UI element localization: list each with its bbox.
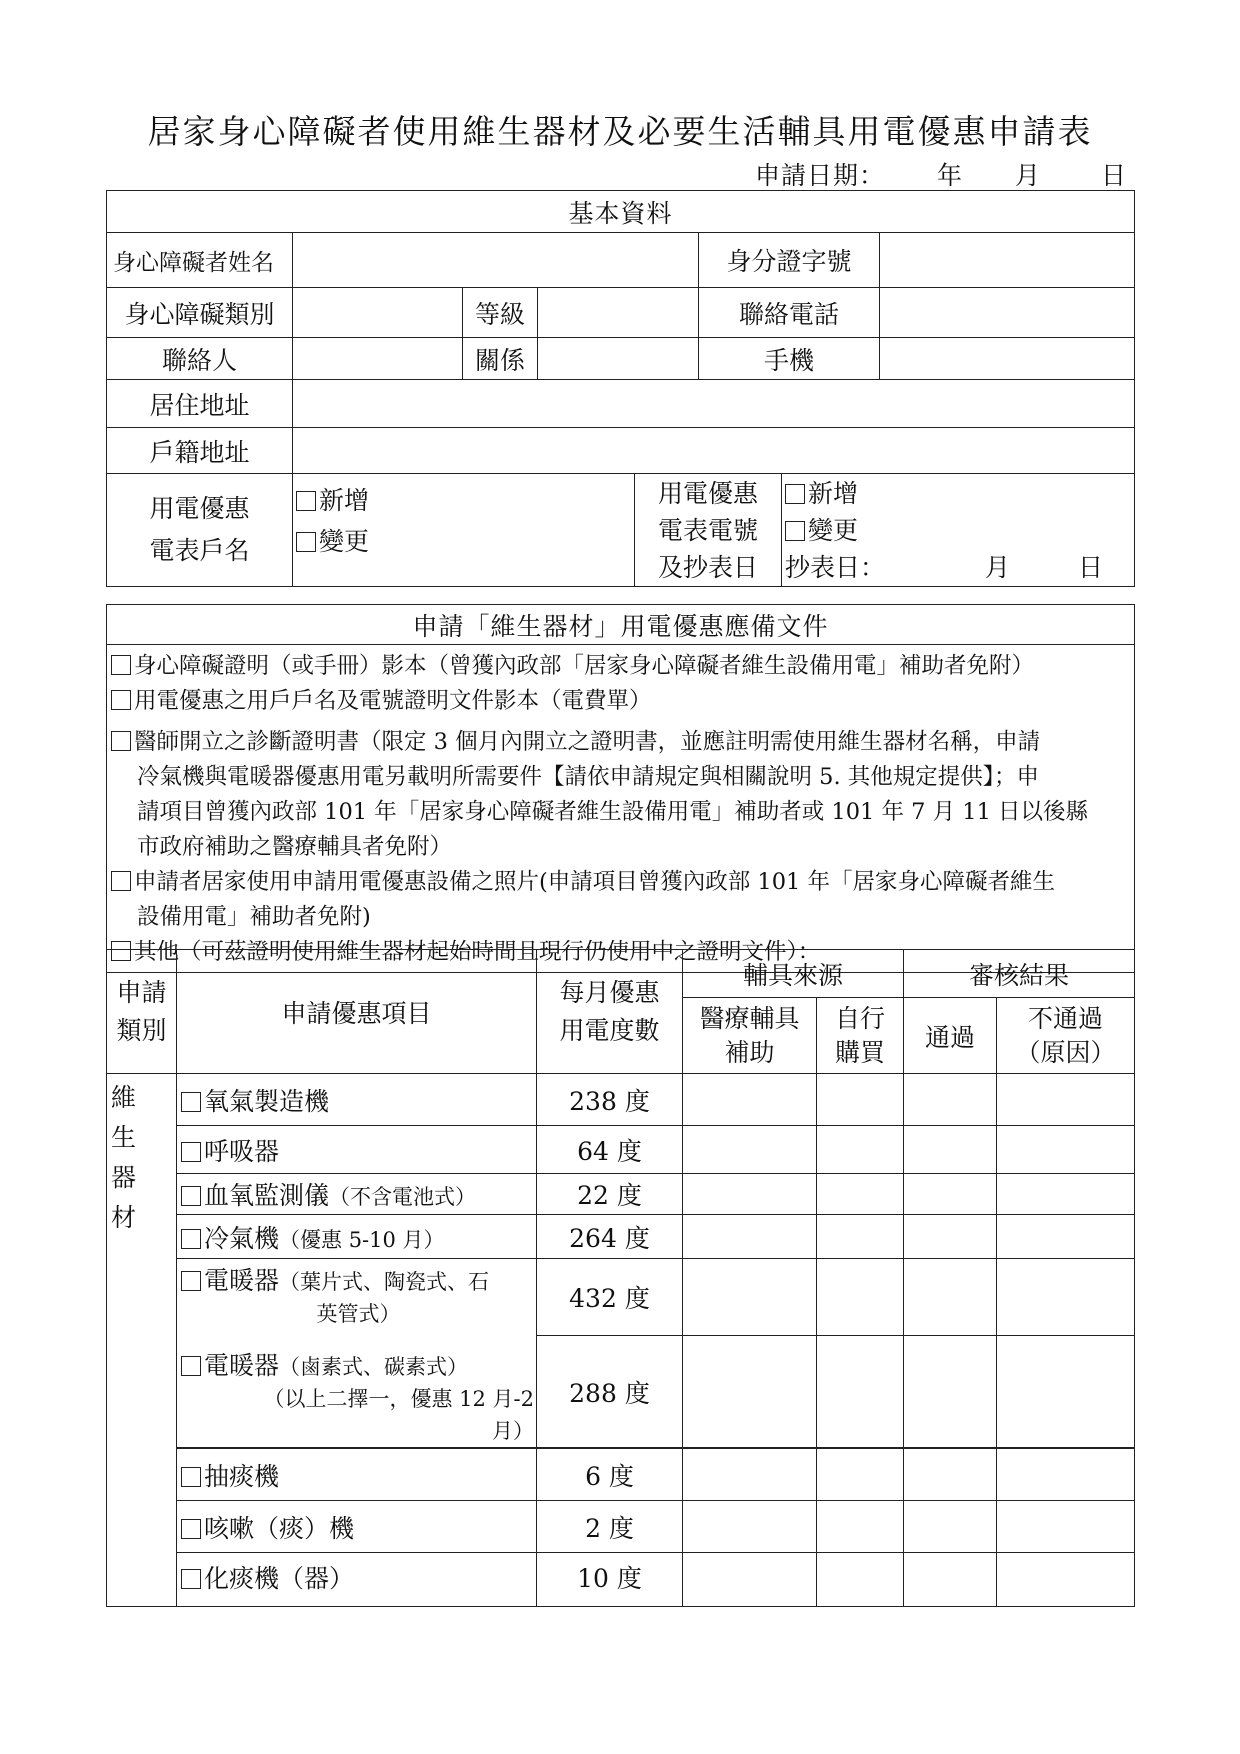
source-self-cell[interactable] bbox=[817, 1449, 904, 1501]
account-name-label-line2: 電表戶名 bbox=[149, 536, 250, 565]
source-self-cell[interactable] bbox=[817, 1501, 904, 1553]
account-change-label: 變更 bbox=[319, 527, 370, 556]
date-year-label: 年 bbox=[936, 161, 963, 190]
item-name: 血氧監測儀 bbox=[204, 1181, 330, 1210]
col-review-header: 審核結果 bbox=[904, 950, 1135, 998]
fail-cell[interactable] bbox=[997, 1501, 1135, 1553]
col-category-header bbox=[107, 950, 177, 1074]
col-kwh-header bbox=[537, 950, 683, 1074]
item-note: （以上二擇一，優惠 12 月-2 bbox=[263, 1387, 534, 1411]
item-cell bbox=[177, 1126, 537, 1174]
item-checkbox[interactable] bbox=[181, 1092, 201, 1112]
source-self-cell[interactable] bbox=[817, 1074, 904, 1126]
doc-5-text: 其他（可茲證明使用維生器材起始時間且現行仍使用中之證明文件）： bbox=[134, 939, 821, 965]
meter-change-label: 變更 bbox=[808, 515, 859, 545]
reading-month-label: 月 bbox=[985, 552, 1011, 582]
kwh-cell: 432 度 bbox=[537, 1259, 683, 1336]
col-pass: 通過 bbox=[904, 998, 997, 1074]
doc-item bbox=[107, 865, 1134, 935]
item-cell bbox=[177, 1259, 537, 1448]
meter-options bbox=[782, 474, 1135, 587]
account-new-checkbox[interactable] bbox=[296, 491, 316, 511]
fail-cell[interactable] bbox=[997, 1126, 1135, 1174]
item-checkbox[interactable] bbox=[181, 1519, 201, 1539]
col-kwh-line1: 每月優惠 bbox=[559, 977, 660, 1007]
item-cell bbox=[177, 1449, 537, 1501]
table-row bbox=[107, 1501, 1135, 1553]
category-cell bbox=[107, 1074, 177, 1607]
source-medical-cell[interactable] bbox=[683, 1074, 817, 1126]
table-row bbox=[107, 1126, 1135, 1174]
pass-cell[interactable] bbox=[904, 1449, 997, 1501]
item-checkbox[interactable] bbox=[181, 1569, 201, 1589]
meter-label-line3: 及抄表日 bbox=[657, 552, 758, 582]
contact-label: 聯絡人 bbox=[107, 338, 293, 380]
col-source-self-line1: 自行 bbox=[835, 1003, 886, 1033]
category-label: 身心障礙類別 bbox=[107, 288, 293, 338]
item-note: （葉片式、陶瓷式、石 bbox=[279, 1270, 490, 1294]
level-field[interactable] bbox=[538, 288, 699, 338]
pass-cell[interactable] bbox=[904, 1174, 997, 1215]
kwh-cell: 64 度 bbox=[537, 1126, 683, 1174]
mobile-label: 手機 bbox=[699, 338, 880, 380]
table-row bbox=[107, 1449, 1135, 1501]
account-name-label bbox=[107, 474, 293, 587]
col-fail bbox=[997, 998, 1135, 1074]
item-note: （鹵素式、碳素式） bbox=[279, 1355, 469, 1379]
application-date bbox=[755, 156, 1127, 192]
doc-3-line3: 請項目曾獲內政部 101 年「居家身心障礙者維生設備用電」補助者或 101 年 7 月 11 日以後縣 bbox=[137, 799, 1089, 825]
registered-field[interactable] bbox=[293, 428, 1135, 474]
doc-3-text: 醫師開立之診斷證明書（限定 3 個月內開立之證明書，並應註明需使用維生器材名稱，申請 bbox=[134, 729, 1041, 755]
pass-cell[interactable] bbox=[904, 1215, 997, 1259]
required-docs-table bbox=[106, 604, 1135, 973]
source-medical-cell[interactable] bbox=[683, 1336, 817, 1448]
contact-field[interactable] bbox=[293, 338, 463, 380]
source-medical-cell[interactable] bbox=[683, 1174, 817, 1215]
category-char: 維 bbox=[111, 1083, 137, 1112]
kwh-cell: 238 度 bbox=[537, 1074, 683, 1126]
source-medical-cell[interactable] bbox=[683, 1259, 817, 1336]
kwh-cell: 288 度 bbox=[537, 1336, 683, 1448]
doc-1-checkbox[interactable] bbox=[111, 655, 131, 675]
item-note: （優惠 5-10 月） bbox=[279, 1227, 445, 1252]
phone-label: 聯絡電話 bbox=[699, 288, 880, 338]
col-source-medical-line2: 補助 bbox=[724, 1037, 775, 1067]
id-label: 身分證字號 bbox=[699, 233, 880, 288]
item-note: （不含電池式） bbox=[329, 1185, 477, 1209]
kwh-cell: 2 度 bbox=[537, 1501, 683, 1553]
category-char: 材 bbox=[111, 1203, 137, 1232]
fail-cell[interactable] bbox=[997, 1174, 1135, 1215]
table-row bbox=[107, 1174, 1135, 1215]
pass-cell[interactable] bbox=[904, 1126, 997, 1174]
kwh-cell: 10 度 bbox=[537, 1553, 683, 1607]
col-source-medical bbox=[683, 998, 817, 1074]
source-self-cell[interactable] bbox=[817, 1553, 904, 1607]
source-medical-cell[interactable] bbox=[683, 1553, 817, 1607]
doc-2-checkbox[interactable] bbox=[111, 690, 131, 710]
fail-cell[interactable] bbox=[997, 1449, 1135, 1501]
doc-3-line4: 市政府補助之醫療輔具者免附） bbox=[137, 834, 453, 860]
item-name: 氧氣製造機 bbox=[204, 1086, 330, 1116]
form-title: 居家身心障礙者使用維生器材及必要生活輔具用電優惠申請表 bbox=[147, 112, 1093, 151]
item-checkbox[interactable] bbox=[181, 1271, 201, 1291]
item-cell bbox=[177, 1501, 537, 1553]
kwh-cell: 6 度 bbox=[537, 1449, 683, 1501]
name-label: 身心障礙者姓名 bbox=[107, 233, 293, 288]
id-field[interactable] bbox=[880, 233, 1135, 288]
source-self-cell[interactable] bbox=[817, 1336, 904, 1448]
item-name: 電暖器 bbox=[204, 1266, 280, 1295]
registered-label: 戶籍地址 bbox=[107, 428, 293, 474]
item-checkbox[interactable] bbox=[181, 1186, 201, 1206]
item-name: 呼吸器 bbox=[204, 1136, 280, 1166]
fail-cell[interactable] bbox=[997, 1074, 1135, 1126]
date-day-label: 日 bbox=[1100, 161, 1127, 190]
source-medical-cell[interactable] bbox=[683, 1215, 817, 1259]
item-name: 咳嗽（痰）機 bbox=[204, 1513, 355, 1543]
item-name: 冷氣機 bbox=[204, 1223, 280, 1253]
item-checkbox[interactable] bbox=[181, 1142, 201, 1162]
source-self-cell[interactable] bbox=[817, 1126, 904, 1174]
account-name-label-line1: 用電優惠 bbox=[149, 494, 250, 523]
pass-cell[interactable] bbox=[904, 1336, 997, 1448]
kwh-cell: 22 度 bbox=[537, 1174, 683, 1215]
level-label: 等級 bbox=[463, 288, 538, 338]
basic-info-table bbox=[106, 190, 1135, 587]
table-row bbox=[107, 1074, 1135, 1126]
phone-field[interactable] bbox=[880, 288, 1135, 338]
col-item-header: 申請優惠項目 bbox=[177, 950, 537, 1074]
items-table bbox=[106, 949, 1135, 1607]
col-category-line2: 類別 bbox=[116, 1015, 167, 1045]
col-category-line1: 申請 bbox=[116, 977, 167, 1007]
kwh-cell: 264 度 bbox=[537, 1215, 683, 1259]
item-name: 電暖器 bbox=[204, 1351, 280, 1380]
col-source-self bbox=[817, 998, 904, 1074]
doc-3-line2: 冷氣機與電暖器優惠用電另載明所需要件【請依申請規定與相關說明 5. 其他規定提供】；申 bbox=[137, 764, 1040, 790]
col-source-header: 輔具來源 bbox=[683, 950, 904, 998]
source-self-cell[interactable] bbox=[817, 1215, 904, 1259]
table-row bbox=[107, 1215, 1135, 1259]
item-name: 化痰機（器） bbox=[204, 1564, 355, 1593]
item-checkbox[interactable] bbox=[181, 1356, 201, 1376]
meter-label-line1: 用電優惠 bbox=[657, 478, 758, 508]
doc-3-checkbox[interactable] bbox=[111, 731, 131, 751]
residence-label: 居住地址 bbox=[107, 380, 293, 428]
doc-item bbox=[107, 649, 1134, 684]
mobile-field[interactable] bbox=[880, 338, 1135, 380]
meter-label-line2: 電表電號 bbox=[657, 515, 758, 545]
date-month-label: 月 bbox=[1014, 161, 1041, 190]
account-name-options bbox=[293, 474, 635, 587]
col-source-medical-line1: 醫療輔具 bbox=[699, 1003, 800, 1033]
fail-cell[interactable] bbox=[997, 1259, 1135, 1336]
doc-2-text: 用電優惠之用戶戶名及電號證明文件影本（電費單） bbox=[134, 688, 652, 714]
source-medical-cell[interactable] bbox=[683, 1449, 817, 1501]
doc-4-line2: 設備用電」補助者免附) bbox=[137, 904, 371, 930]
meter-change-checkbox[interactable] bbox=[785, 521, 805, 541]
item-cell bbox=[177, 1074, 537, 1126]
reading-day-label: 抄表日： bbox=[785, 552, 886, 582]
item-cell bbox=[177, 1174, 537, 1215]
meter-label bbox=[635, 474, 782, 587]
doc-item bbox=[107, 725, 1134, 865]
doc-4-text: 申請者居家使用申請用電優惠設備之照片(申請項目曾獲內政部 101 年「居家身心障礙者維生 bbox=[134, 869, 1056, 895]
item-checkbox[interactable] bbox=[181, 1467, 201, 1487]
col-kwh-line2: 用電度數 bbox=[559, 1015, 660, 1045]
category-char: 生 bbox=[111, 1123, 137, 1152]
item-note: 月） bbox=[492, 1419, 534, 1443]
relation-label: 關係 bbox=[463, 338, 538, 380]
reading-day-unit: 日 bbox=[1078, 552, 1104, 582]
meter-new-label: 新增 bbox=[808, 478, 859, 508]
col-fail-line1: 不通過 bbox=[1028, 1003, 1104, 1033]
doc-1-text: 身心障礙證明（或手冊）影本（曾獲內政部「居家身心障礙者維生設備用電」補助者免附） bbox=[134, 653, 1035, 679]
fail-cell[interactable] bbox=[997, 1336, 1135, 1448]
item-name: 抽痰機 bbox=[204, 1461, 280, 1491]
account-new-label: 新增 bbox=[319, 486, 370, 515]
category-field[interactable] bbox=[293, 288, 463, 338]
docs-header: 申請「維生器材」用電優惠應備文件 bbox=[107, 605, 1135, 645]
pass-cell[interactable] bbox=[904, 1501, 997, 1553]
residence-field[interactable] bbox=[293, 380, 1135, 428]
account-change-checkbox[interactable] bbox=[296, 532, 316, 552]
item-note: 英管式） bbox=[316, 1302, 401, 1326]
meter-new-checkbox[interactable] bbox=[785, 484, 805, 504]
fail-cell[interactable] bbox=[997, 1215, 1135, 1259]
category-char: 器 bbox=[111, 1163, 137, 1192]
doc-item bbox=[107, 684, 1134, 719]
source-self-cell[interactable] bbox=[817, 1174, 904, 1215]
doc-4-checkbox[interactable] bbox=[111, 871, 131, 891]
pass-cell[interactable] bbox=[904, 1553, 997, 1607]
item-cell bbox=[177, 1553, 537, 1607]
table-row bbox=[107, 1553, 1135, 1607]
source-medical-cell[interactable] bbox=[683, 1501, 817, 1553]
col-source-self-line2: 購買 bbox=[835, 1037, 886, 1067]
item-checkbox[interactable] bbox=[181, 1229, 201, 1249]
source-medical-cell[interactable] bbox=[683, 1126, 817, 1174]
pass-cell[interactable] bbox=[904, 1074, 997, 1126]
docs-list bbox=[107, 645, 1135, 973]
fail-cell[interactable] bbox=[997, 1553, 1135, 1607]
name-field[interactable] bbox=[293, 233, 699, 288]
pass-cell[interactable] bbox=[904, 1259, 997, 1336]
item-cell bbox=[177, 1215, 537, 1259]
basic-info-header: 基本資料 bbox=[107, 191, 1135, 233]
col-fail-line2: （原因） bbox=[1015, 1037, 1116, 1067]
relation-field[interactable] bbox=[538, 338, 699, 380]
application-date-label: 申請日期： bbox=[754, 161, 885, 190]
table-row bbox=[107, 1259, 1135, 1336]
source-self-cell[interactable] bbox=[817, 1259, 904, 1336]
